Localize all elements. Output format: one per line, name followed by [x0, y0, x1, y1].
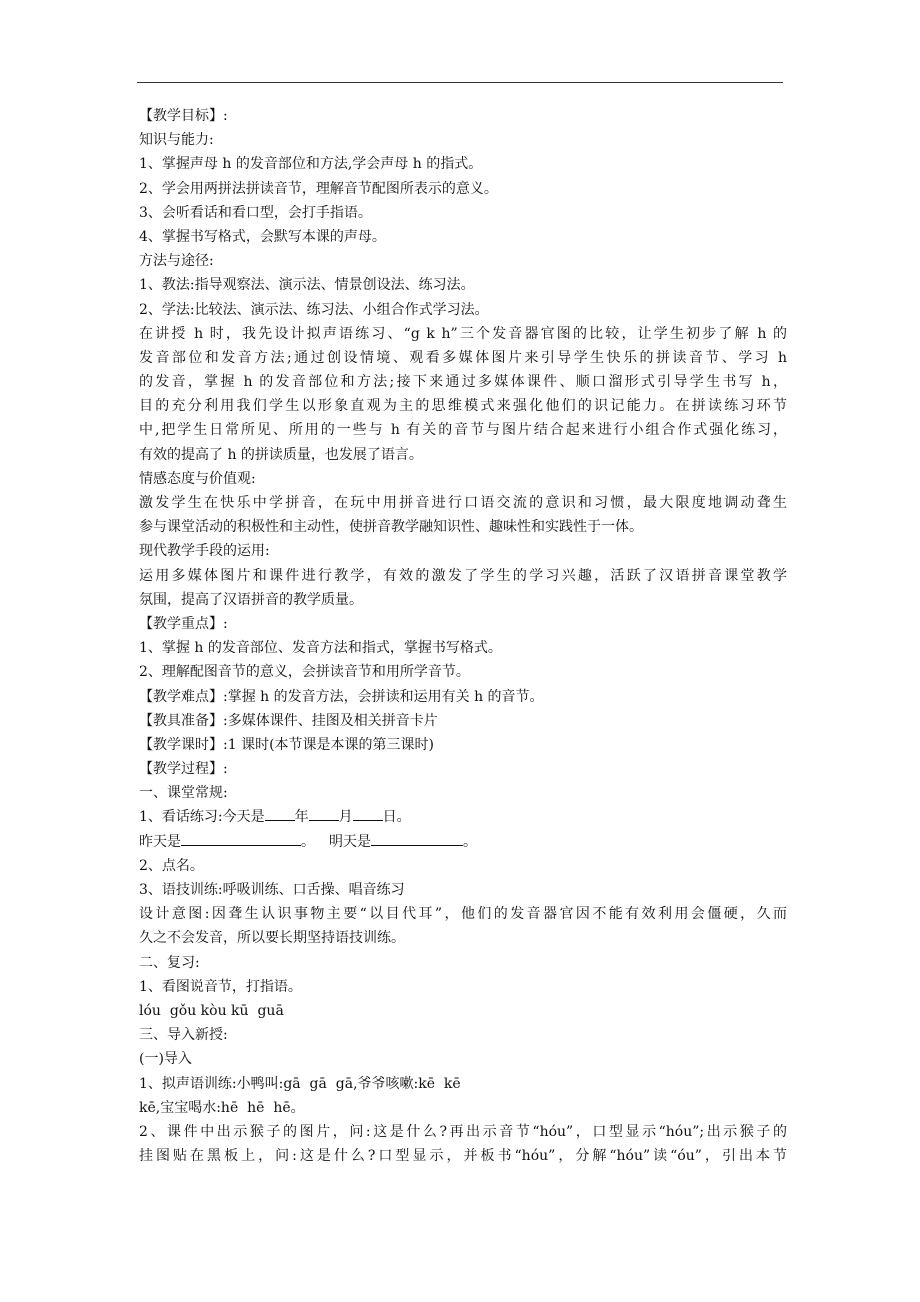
- yesterday-end: 。: [301, 833, 315, 850]
- day-label: 日。: [382, 809, 411, 826]
- paragraph-line: 激发学生在快乐中学拼音，在玩中用拼音进行口语交流的意识和习惯，最大限度地调动聋生: [139, 495, 787, 511]
- tomorrow-blank[interactable]: [371, 831, 463, 846]
- method-heading: 方法与途径:: [139, 253, 214, 270]
- attitude-heading: 情感态度与价值观:: [139, 470, 256, 487]
- knowledge-item: 2、学会用两拼法拼读音节，理解音节配图所表示的意义。: [139, 180, 498, 197]
- modern-means-paragraph: [139, 564, 787, 612]
- paragraph-line: 氛围，提高了汉语拼音的教学质量。: [139, 591, 363, 608]
- focus-item: 2、理解配图音节的意义，会拼读音节和用所学音节。: [139, 664, 470, 681]
- modern-means-heading: 现代教学手段的运用:: [139, 543, 270, 560]
- onomatopoeia-line: kē,宝宝喝水:hē hē hē。: [139, 1099, 305, 1116]
- routine-yesterday-tomorrow: [139, 830, 787, 854]
- new-lesson-heading: 三、导入新授:: [139, 1027, 228, 1044]
- classroom-routine-heading: 一、课堂常规:: [139, 785, 228, 802]
- yesterday-blank[interactable]: [181, 831, 301, 846]
- teaching-process-heading: 【教学过程】:: [139, 761, 228, 778]
- month-label: 月: [338, 809, 353, 826]
- intro-subheading: (一)导入: [139, 1051, 192, 1068]
- paragraph-line: 久之不会发音，所以要长期坚持语技训练。: [139, 930, 405, 947]
- paragraph-line: 2、课件中出示猴子的图片，问:这是什么?再出示音节“hóu”，口型显示“hóu”;出示猴子的: [139, 1123, 787, 1140]
- routine-speech-training: 3、语技训练:呼吸训练、口舌操、唱音练习: [139, 882, 405, 898]
- paragraph-line: 在讲授 h 时，我先设计拟声语练习、“g k h”三个发音器官图的比较，让学生初步了解 h 的: [139, 325, 787, 342]
- review-syllables: lóu gǒu kòu kū guā: [139, 1002, 284, 1019]
- monkey-paragraph: [139, 1120, 787, 1168]
- document-body: [139, 104, 787, 1168]
- onomatopoeia-line: 1、拟声语训练:小鸭叫:gā gā gā,爷爷咳嗽:kē kē: [139, 1075, 461, 1092]
- teaching-difficulty: 【教学难点】:掌握 h 的发音方法，会拼读和运用有关 h 的音节。: [139, 688, 544, 705]
- tomorrow-label: 明天是: [329, 833, 371, 850]
- paragraph-line: 设计意图:因聋生认识事物主要“以目代耳”，他们的发音器官因不能有效利用会僵硬，久而: [139, 906, 787, 923]
- design-intent-paragraph: [139, 902, 787, 950]
- knowledge-item: 1、掌握声母 h 的发音部位和方法,学会声母 h 的指式。: [139, 156, 483, 173]
- paragraph-line: 运用多媒体图片和课件进行教学，有效的激发了学生的学习兴趣，活跃了汉语拼音课堂教学: [139, 567, 787, 584]
- method-item: 2、学法:比较法、演示法、练习法、小组合作式学习法。: [139, 301, 489, 318]
- method-paragraph: [139, 322, 787, 467]
- knowledge-heading: 知识与能力:: [139, 132, 214, 149]
- yesterday-label: 昨天是: [139, 833, 181, 850]
- method-item: 1、教法:指导观察法、演示法、情景创设法、练习法。: [139, 277, 475, 294]
- routine-date-prefix: 1、看话练习:今天是: [139, 809, 265, 826]
- focus-item: 1、掌握 h 的发音部位、发音方法和指式，掌握书写格式。: [139, 640, 502, 657]
- review-item: 1、看图说音节，打指语。: [139, 978, 302, 995]
- paragraph-line: 发音部位和发音方法;通过创设情境、观看多媒体图片来引导学生快乐的拼读音节、学习 h: [139, 349, 787, 366]
- paragraph-line: 有效的提高了 h 的拼读质量，也发展了语言。: [139, 446, 423, 463]
- tomorrow-end: 。: [463, 833, 477, 850]
- teaching-goal-heading: 【教学目标】:: [139, 108, 228, 124]
- month-blank[interactable]: [309, 806, 339, 821]
- teaching-focus-heading: 【教学重点】:: [139, 615, 228, 632]
- top-horizontal-rule: [137, 82, 783, 83]
- teaching-hours: 【教学课时】:1 课时(本节课是本课的第三课时): [139, 736, 434, 753]
- attitude-paragraph: [139, 491, 787, 539]
- paragraph-line: 挂图贴在黑板上，问:这是什么?口型显示，并板书“hóu”，分解“hóu”读“óu”，引出本节: [139, 1148, 787, 1165]
- year-label: 年: [294, 809, 309, 826]
- teaching-tools: 【教具准备】:多媒体课件、挂图及相关拼音卡片: [139, 712, 438, 729]
- knowledge-item: 4、掌握书写格式，会默写本课的声母。: [139, 228, 386, 245]
- paragraph-line: 中,把学生日常所见、所用的一些与 h 有关的音节与图片结合起来进行小组合作式强化练习，: [139, 422, 787, 439]
- review-heading: 二、复习:: [139, 954, 200, 971]
- paragraph-line: 参与课堂活动的积极性和主动性，使拼音教学融知识性、趣味性和实践性于一体。: [139, 519, 643, 536]
- routine-roll-call: 2、点名。: [139, 857, 204, 874]
- routine-date-exercise: [139, 805, 787, 829]
- day-blank[interactable]: [353, 806, 383, 821]
- paragraph-line: 目的充分利用我们学生以形象直观为主的思维模式来强化他们的识记能力。在拼读练习环节: [139, 398, 787, 415]
- knowledge-item: 3、会听看话和看口型，会打手指语。: [139, 204, 372, 221]
- year-blank[interactable]: [265, 806, 295, 821]
- paragraph-line: 的发音，掌握 h 的发音部位和方法;接下来通过多媒体课件、顺口溜形式引导学生书写 h，: [139, 374, 787, 391]
